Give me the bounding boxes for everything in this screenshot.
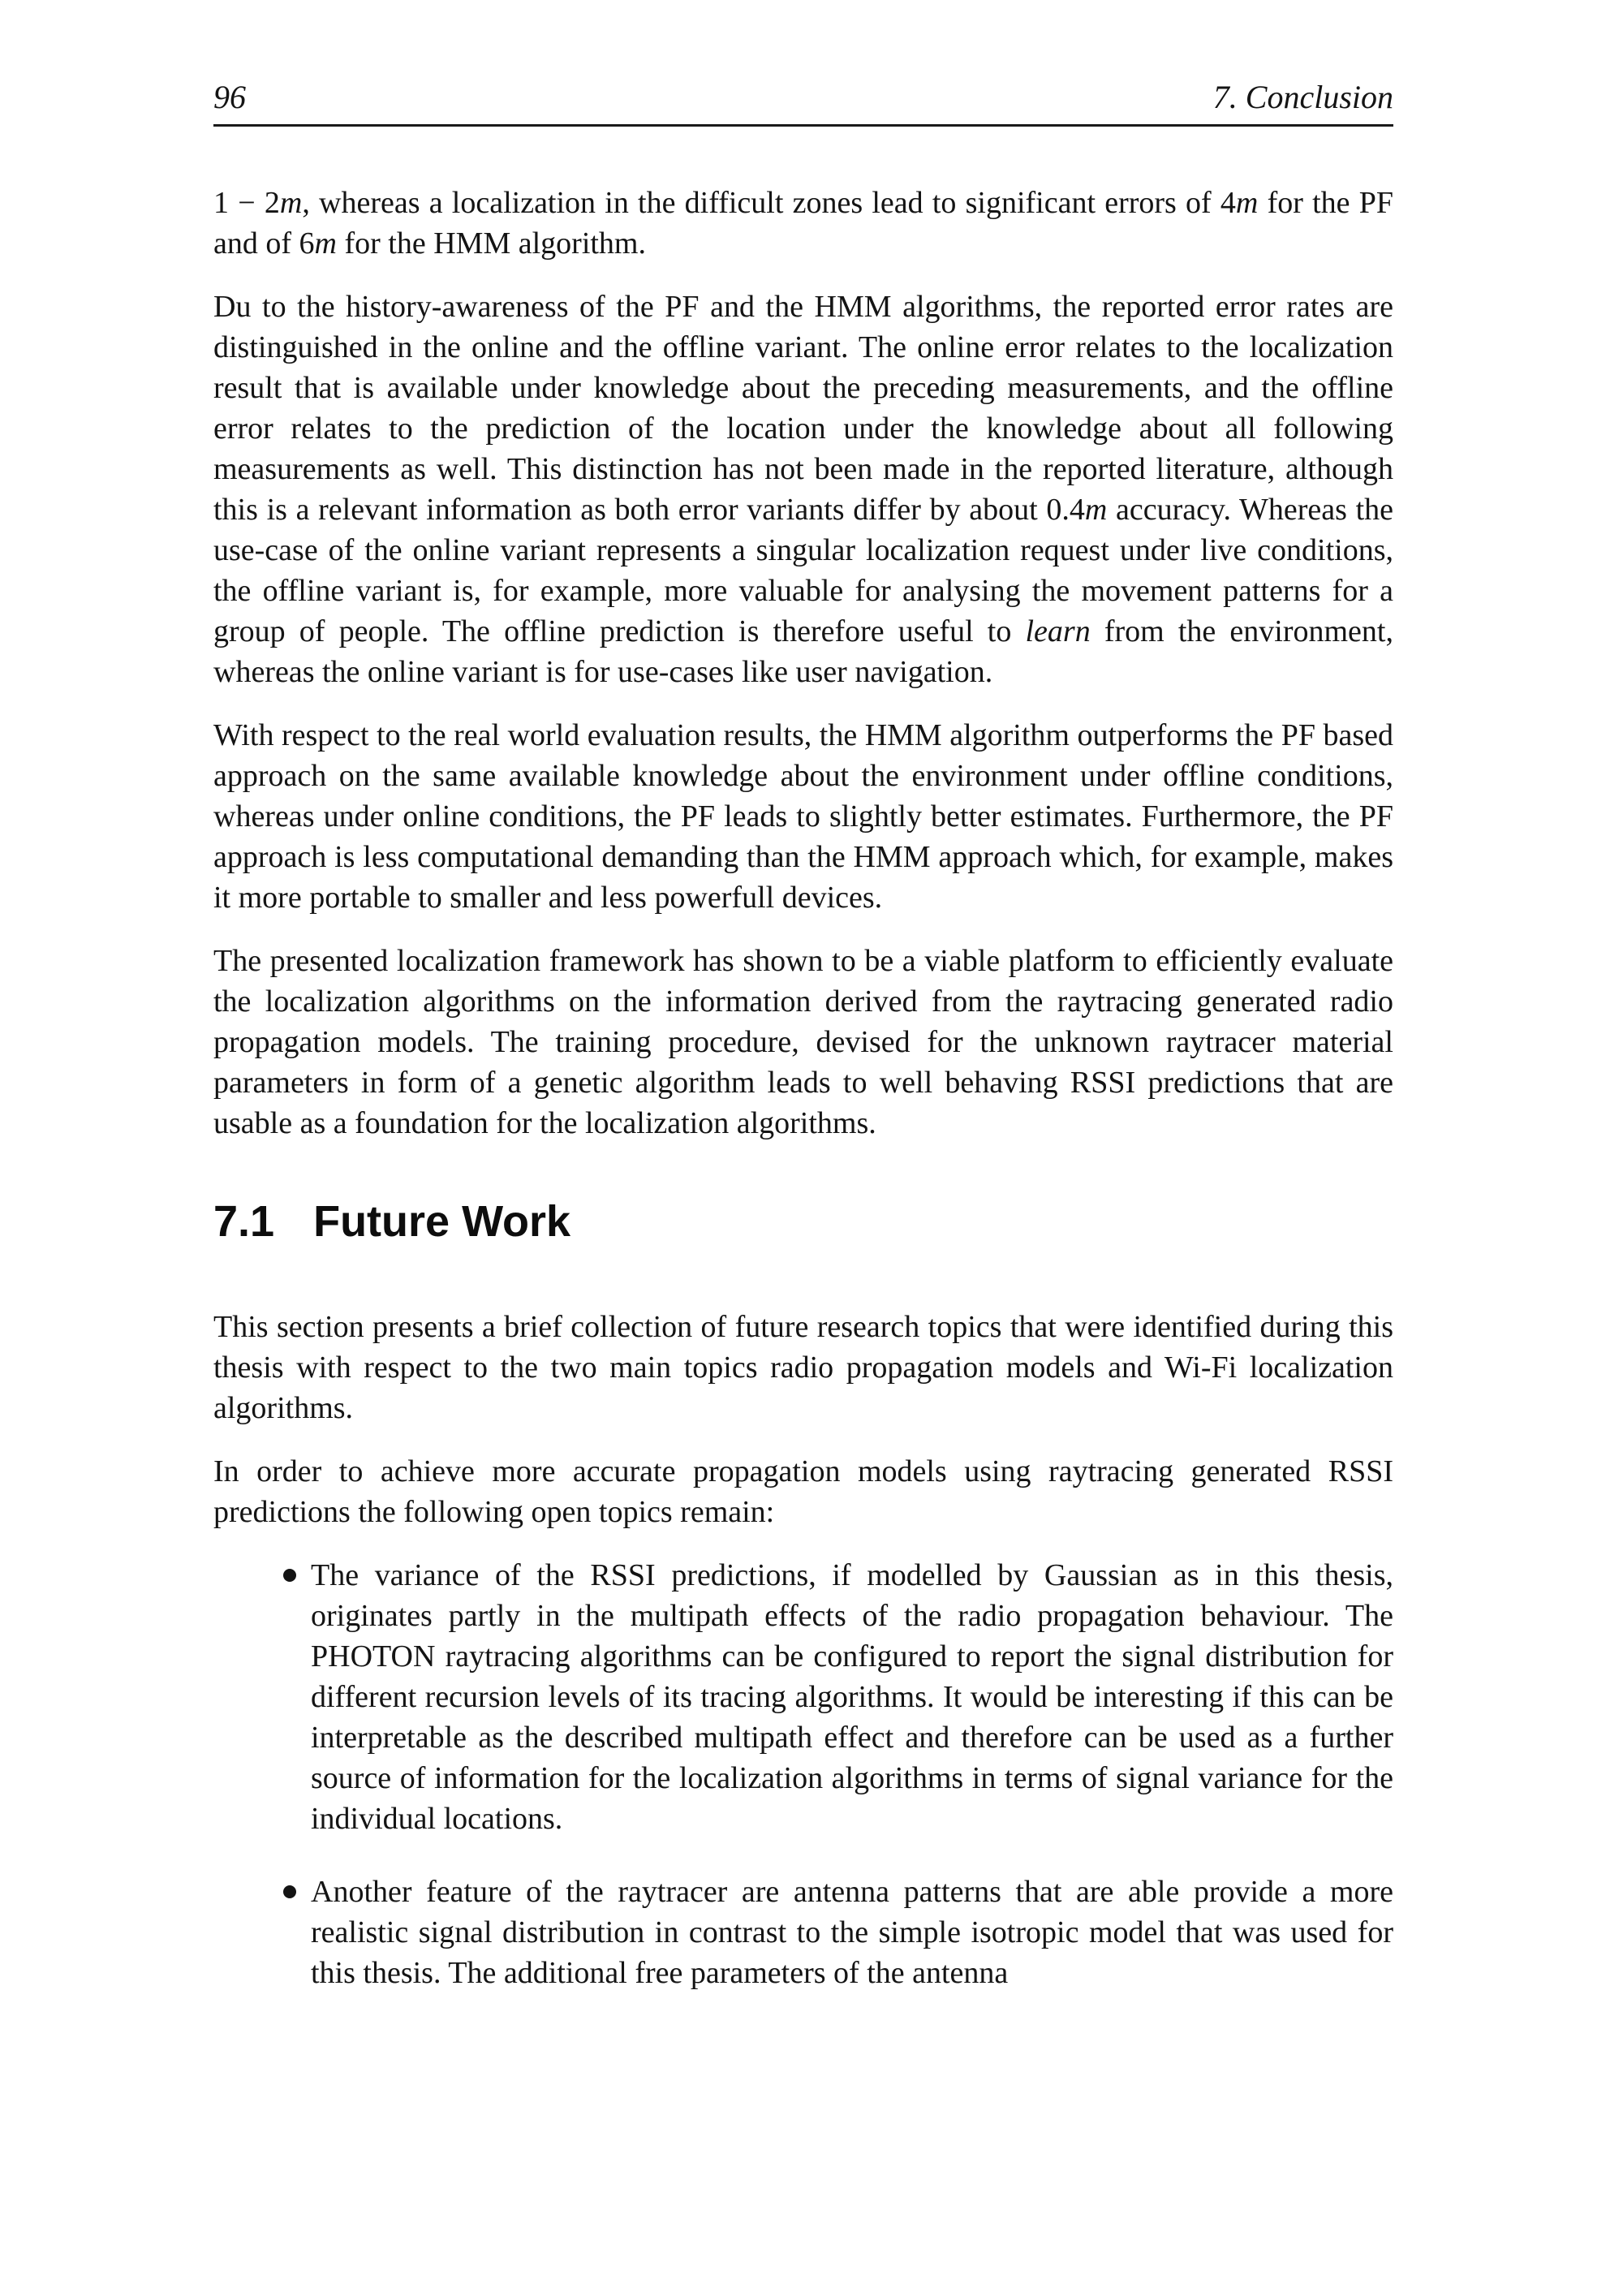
list-item [311, 1872, 1393, 1993]
document-page [213, 0, 1393, 1993]
math-variable: m [314, 226, 337, 261]
paragraph-4: The presented localization framework has shown to be a viable platform to efficiently evaluate the localization algorithms on the information derived from the raytracing generated radio propagation models. The training procedure, devised for the unknown raytracer material parameters in form of a genetic algorithm leads to well behaving RSSI predictions that are usable as a foundation for the localization algorithms. [213, 944, 1393, 1140]
list-item-text: Another feature of the raytracer are antenna patterns that are able provide a more realistic signal distribution in contrast to the simple isotropic model that was used for this thesis. The additional free parameters of the antenna [311, 1875, 1393, 1990]
page-number: 96 [213, 79, 246, 115]
math-variable: m [1084, 493, 1108, 527]
paragraph-3: With respect to the real world evaluation results, the HMM algorithm outperforms the PF based approach on the same available knowledge about the environment under offline conditions, whereas under online conditions, the PF leads to slightly better estimates. Furthermore, the PF approach is less computational demanding than the HMM approach which, for example, makes it more portable to smaller and less powerfull devices. [213, 718, 1393, 915]
math-variable: m [279, 186, 303, 220]
paragraph-6: In order to achieve more accurate propagation models using raytracing generated RSSI predictions the following open topics remain: [213, 1454, 1393, 1529]
list-item-text: The variance of the RSSI predictions, if modelled by Gaussian as in this thesis, originates partly in the multipath effects of the radio propagation behaviour. The PHOTON raytracing algorithms can be configured to report the signal distribution for different recursion levels of its tracing algorithms. It would be interesting if this can be interpretable as the described multipath effect and therefore can be used as a further source of information for the localization algorithms in terms of signal variance for the individual locations. [311, 1558, 1393, 1836]
bullet-icon [283, 1569, 296, 1582]
section-number: 7.1 [213, 1197, 275, 1246]
page-body [213, 183, 1393, 1993]
text-run: accuracy. Whereas the use-case of the online variant represents a singular localization request under live conditions, the offline variant is, for example, more valuable for analysing the movement patterns for a group of people. The offline prediction is therefore useful to [213, 493, 1393, 648]
text-run: Du to the history-awareness of the PF and the HMM algorithms, the reported error rates are distinguished in the online and the offline variant. The online error relates to the localization result that is available under knowledge about the preceding measurements, and the offline error relates to the prediction of the location under the knowledge about all following measurements as well. This distinction has not been made in the reported literature, although this is a relevant information as both error variants differ by about 0.4 [213, 290, 1393, 527]
text-run: for the HMM algorithm. [336, 226, 646, 261]
text-run: from the environment, whereas the online variant is for use-cases like user navigation. [213, 614, 1393, 689]
future-work-list [213, 1555, 1393, 1993]
text-run: 1 − 2 [213, 186, 280, 220]
section-title: Future Work [313, 1197, 571, 1246]
paragraph-1 [213, 183, 1393, 264]
text-run: for the PF and of 6 [213, 186, 1393, 261]
chapter-title: 7. Conclusion [1212, 79, 1393, 115]
section-heading [213, 1199, 1393, 1244]
math-variable: m [1235, 186, 1259, 220]
text-run: , whereas a localization in the difficult zones lead to significant errors of 4 [302, 186, 1236, 220]
running-header [213, 0, 1393, 115]
list-item [311, 1555, 1393, 1839]
emphasized-text: learn [1025, 614, 1091, 648]
paragraph-2 [213, 286, 1393, 692]
header-rule [213, 124, 1393, 127]
bullet-icon [283, 1885, 296, 1898]
paragraph-5: This section presents a brief collection of future research topics that were identified during this thesis with respect to the two main topics radio propagation models and Wi-Fi localization algorithms. [213, 1310, 1393, 1425]
